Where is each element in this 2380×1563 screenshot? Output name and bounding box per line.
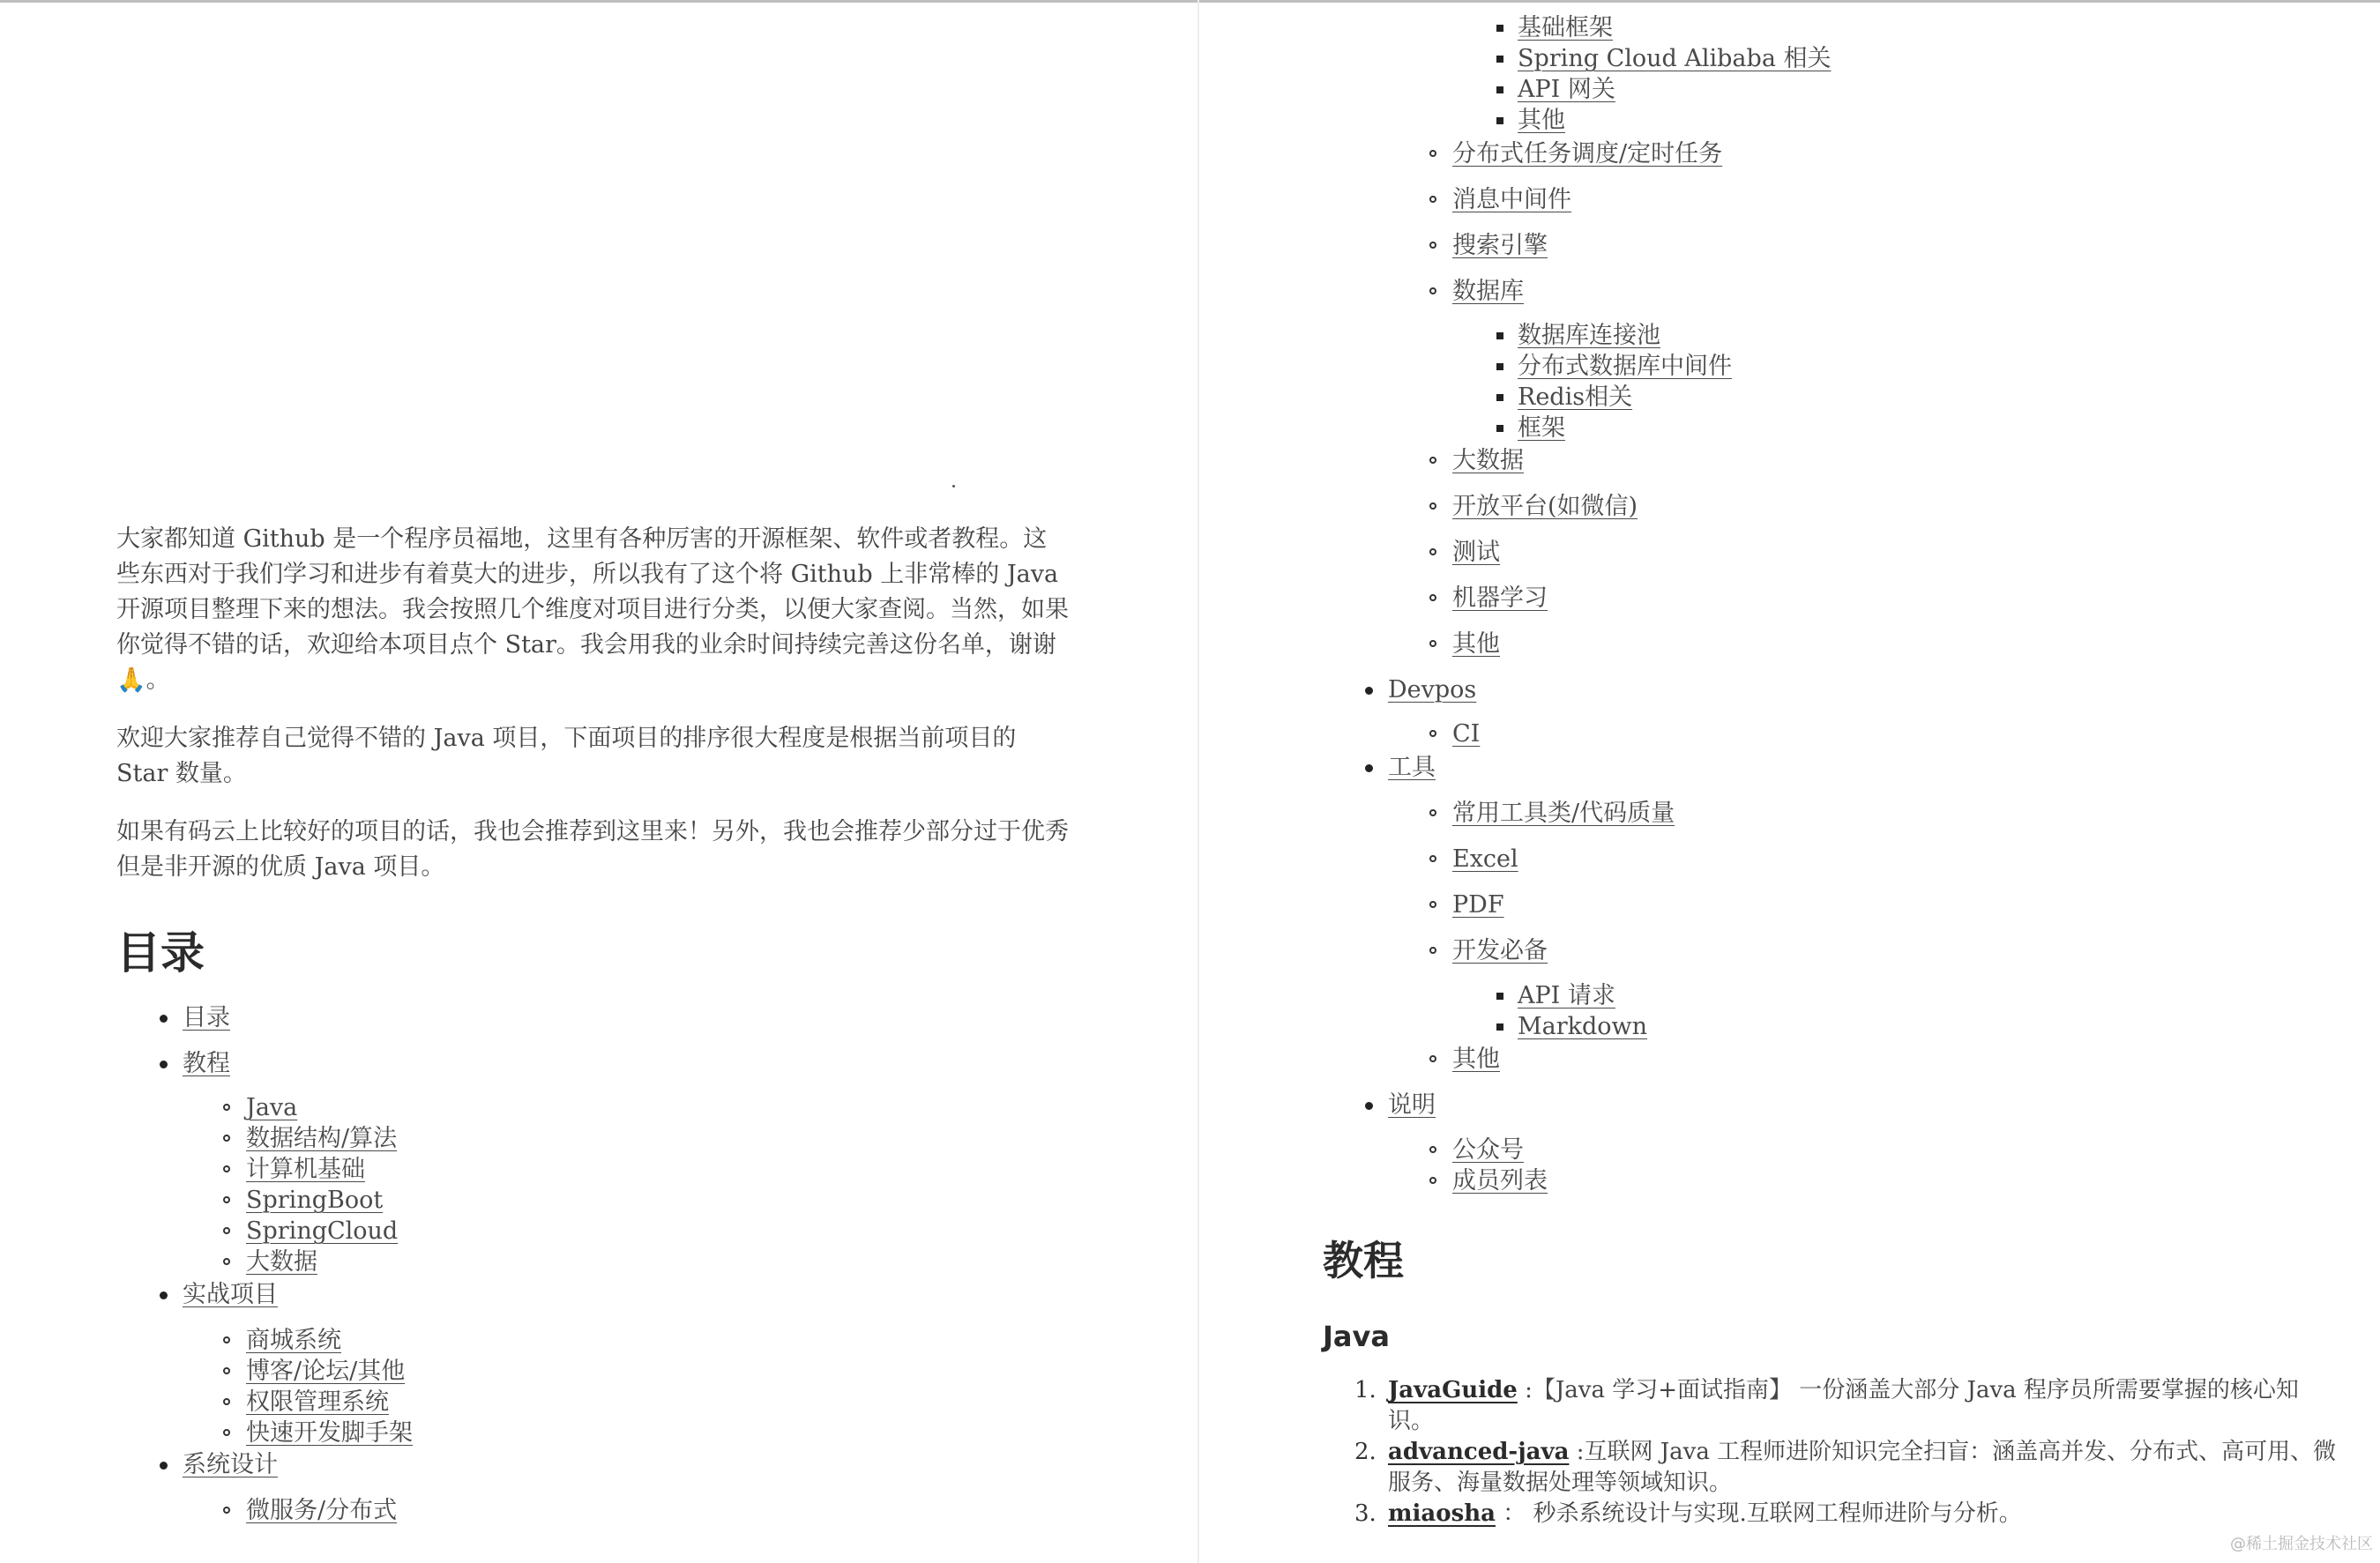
toc-item[interactable] xyxy=(1452,276,1524,308)
project-item xyxy=(1354,1375,2340,1437)
intro-paragraph-3: 如果有码云上比较好的项目的话，我也会推荐到这里来！另外，我也会推荐少部分过于优秀但是非开源的优质 Java 项目。 xyxy=(116,818,1069,881)
project-item xyxy=(1354,1437,2340,1499)
project-number: 3. xyxy=(1354,1500,1377,1527)
toc-link[interactable]: 成员列表 xyxy=(1452,1167,1548,1195)
toc-item[interactable] xyxy=(1452,184,1571,216)
toc-item[interactable] xyxy=(1518,980,1615,1012)
toc-item[interactable] xyxy=(246,1495,397,1527)
toc-item[interactable] xyxy=(1518,105,1565,137)
toc-item[interactable] xyxy=(1452,798,1675,830)
toc-item[interactable] xyxy=(1452,138,1722,170)
toc-link[interactable]: 微服务/分布式 xyxy=(246,1497,398,1524)
toc-link[interactable]: 商城系统 xyxy=(246,1327,341,1354)
toc-link[interactable]: 消息中间件 xyxy=(1452,186,1571,213)
toc-item[interactable] xyxy=(1518,320,1660,352)
section-heading-tutorials: 教程 xyxy=(1323,1237,1404,1284)
toc-item[interactable] xyxy=(1452,889,1504,921)
toc-link[interactable]: PDF xyxy=(1452,891,1504,919)
toc-item[interactable] xyxy=(1452,445,1524,477)
toc-link[interactable]: Excel xyxy=(1452,845,1518,873)
toc-link[interactable]: SpringBoot xyxy=(246,1187,384,1214)
right-page xyxy=(1199,0,2380,1563)
toc-link[interactable]: 开放平台(如微信) xyxy=(1452,493,1638,520)
toc-link[interactable]: 搜索引擎 xyxy=(1452,232,1548,259)
toc-item[interactable] xyxy=(246,1356,405,1388)
toc-link[interactable]: 开发必备 xyxy=(1452,937,1548,964)
toc-link[interactable]: Java xyxy=(246,1094,298,1121)
project-number: 1. xyxy=(1354,1377,1377,1403)
toc-item[interactable] xyxy=(1388,1090,1436,1121)
toc-link[interactable]: 机器学习 xyxy=(1452,584,1548,612)
toc-link[interactable]: 教程 xyxy=(183,1050,230,1077)
toc-link[interactable]: 公众号 xyxy=(1452,1136,1524,1164)
toc-item[interactable] xyxy=(246,1154,365,1186)
toc-link[interactable]: 其他 xyxy=(1452,630,1500,658)
toc-link[interactable]: Redis相关 xyxy=(1518,383,1633,411)
toc-item[interactable] xyxy=(1452,844,1518,875)
toc-item[interactable] xyxy=(1452,583,1548,614)
toc-item[interactable] xyxy=(183,1279,278,1311)
toc-item[interactable] xyxy=(183,1002,230,1034)
toc-item[interactable] xyxy=(1452,1044,1500,1075)
toc-item[interactable] xyxy=(1518,74,1615,106)
toc-item[interactable] xyxy=(246,1216,398,1247)
toc-link[interactable]: 说明 xyxy=(1388,1091,1436,1119)
toc-link[interactable]: Markdown xyxy=(1518,1013,1648,1040)
toc-item[interactable] xyxy=(1452,1165,1548,1197)
toc-link[interactable]: 大数据 xyxy=(1452,447,1524,474)
toc-link[interactable]: 其他 xyxy=(1452,1046,1500,1073)
toc-link[interactable]: SpringCloud xyxy=(246,1217,399,1245)
project-description: :【Java 学习+面试指南】 一份涵盖大部分 Java 程序员所需要掌握的核心知识。 xyxy=(1388,1377,2299,1434)
toc-link[interactable]: 基础框架 xyxy=(1518,14,1613,41)
toc-item[interactable] xyxy=(183,1449,278,1481)
toc-item[interactable] xyxy=(1518,413,1565,444)
toc-item[interactable] xyxy=(1518,43,1832,75)
toc-item[interactable] xyxy=(1452,230,1548,262)
toc-item[interactable] xyxy=(246,1185,383,1217)
toc-item[interactable] xyxy=(1452,935,1548,967)
toc-item[interactable] xyxy=(1518,12,1613,44)
toc-link[interactable]: 框架 xyxy=(1518,414,1565,442)
project-item xyxy=(1354,1499,2340,1530)
toc-link[interactable]: 数据库 xyxy=(1452,278,1524,305)
toc-link[interactable]: API 请求 xyxy=(1518,982,1615,1009)
toc-item[interactable] xyxy=(246,1123,397,1155)
toc-link[interactable]: API 网关 xyxy=(1518,76,1615,103)
toc-item[interactable] xyxy=(1518,1011,1647,1043)
toc-link[interactable]: 博客/论坛/其他 xyxy=(246,1358,406,1385)
project-description: ： 秒杀系统设计与实现.互联网工程师进阶与分析。 xyxy=(1495,1500,2022,1527)
toc-item[interactable] xyxy=(246,1325,341,1357)
toc-item[interactable] xyxy=(1518,351,1732,383)
toc-link[interactable]: 测试 xyxy=(1452,539,1500,566)
toc-link[interactable]: 大数据 xyxy=(246,1248,317,1276)
toc-item[interactable] xyxy=(1388,752,1436,784)
toc-link[interactable]: Spring Cloud Alibaba 相关 xyxy=(1518,45,1832,72)
toc-item[interactable] xyxy=(1452,537,1500,569)
sub-heading-java: Java xyxy=(1323,1320,1390,1353)
toc-link[interactable]: 快速开发脚手架 xyxy=(246,1419,413,1447)
toc-link[interactable]: 分布式任务调度/定时任务 xyxy=(1452,140,1723,167)
toc-link[interactable]: 数据库连接池 xyxy=(1518,322,1660,349)
toc-link[interactable]: 数据结构/算法 xyxy=(246,1125,398,1152)
toc-link[interactable]: 权限管理系统 xyxy=(246,1388,389,1416)
project-link[interactable]: advanced-java xyxy=(1388,1439,1570,1465)
toc-link[interactable]: 实战项目 xyxy=(183,1281,278,1308)
toc-heading: 目录 xyxy=(116,927,205,979)
toc-item[interactable] xyxy=(246,1247,317,1278)
toc-item[interactable] xyxy=(1452,718,1480,750)
toc-link[interactable]: 计算机基础 xyxy=(246,1156,365,1183)
toc-item[interactable] xyxy=(1388,674,1476,706)
toc-item[interactable] xyxy=(1452,1135,1524,1166)
toc-link[interactable]: 目录 xyxy=(183,1004,230,1031)
project-description: :互联网 Java 工程师进阶知识完全扫盲：涵盖高并发、分布式、高可用、微服务、海量数据处理等领域知识。 xyxy=(1388,1439,2337,1496)
project-link[interactable]: miaosha xyxy=(1388,1500,1496,1527)
toc-link[interactable]: Devpos xyxy=(1388,676,1477,703)
toc-item[interactable] xyxy=(1452,629,1500,660)
toc-link[interactable]: 分布式数据库中间件 xyxy=(1518,353,1732,380)
toc-link[interactable]: 其他 xyxy=(1518,107,1565,134)
intro-paragraph-2: 欢迎大家推荐自己觉得不错的 Java 项目，下面项目的排序很大程度是根据当前项目的 Star 数量。 xyxy=(116,725,1017,787)
project-number: 2. xyxy=(1354,1439,1377,1465)
toc-item[interactable] xyxy=(246,1418,413,1449)
toc-item[interactable] xyxy=(1452,491,1638,523)
toc-link[interactable]: 工具 xyxy=(1388,754,1436,781)
toc-item[interactable] xyxy=(183,1048,230,1080)
toc-item[interactable] xyxy=(1518,382,1632,413)
toc-link[interactable]: 常用工具类/代码质量 xyxy=(1452,800,1675,827)
toc-link[interactable]: CI xyxy=(1452,720,1481,748)
toc-item[interactable] xyxy=(246,1092,297,1124)
watermark: @稀土掘金技术社区 xyxy=(2230,1535,2373,1553)
toc-link[interactable]: 系统设计 xyxy=(183,1451,278,1478)
project-link[interactable]: JavaGuide xyxy=(1388,1377,1518,1403)
intro-paragraph-1: 大家都知道 Github 是一个程序员福地，这里有各种厉害的开源框架、软件或者教程。这些东西对于我们学习和进步有着莫大的进步，所以我有了这个将 Github 上非常棒的 Java 开源项目整理下来的想法。我会按照几个维度对项目进行分类，以便大家查阅。当然，如果你觉得不错的话，欢迎给本项目点个 Star。我会用我的业余时间持续完善这份名单，谢谢🙏。 xyxy=(116,525,1069,694)
toc-item[interactable] xyxy=(246,1387,389,1418)
